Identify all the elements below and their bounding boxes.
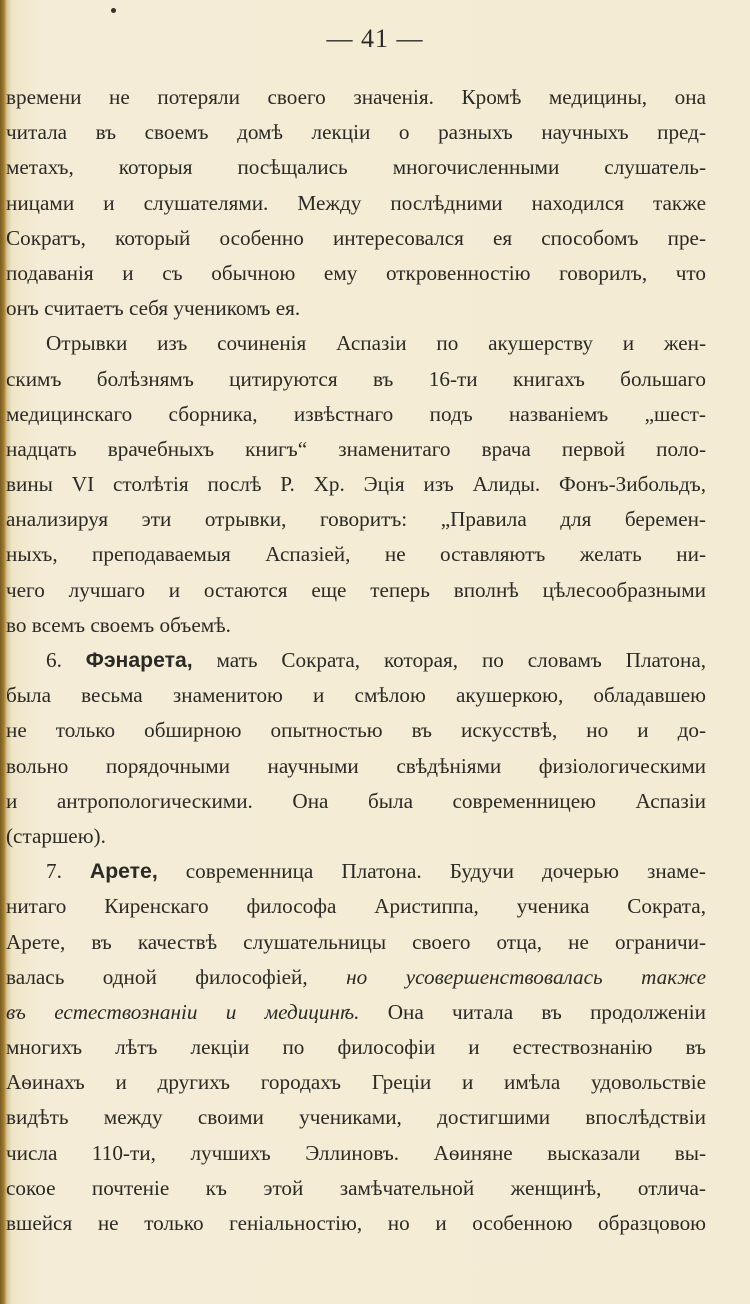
text-line: Отрывки изъ сочиненія Аспазіи по акушерству и жен-	[46, 331, 706, 356]
text-line: нитаго Киренскаго философа Аристиппа, ученика Сократа,	[6, 894, 706, 919]
page-number: — 41 —	[326, 24, 424, 53]
text-line: видѣть между своими учениками, достигшими впослѣдствіи	[6, 1105, 706, 1130]
entry-name: Арете,	[89, 860, 158, 884]
text-line: онъ считаетъ себя ученикомъ ея.	[6, 296, 301, 321]
text-line: надцать врачебныхъ книгъ“ знаменитаго врача первой поло-	[6, 436, 706, 461]
text-line: вольно порядочными научными свѣдѣніями физіологическими	[6, 753, 706, 778]
text-line: вины VI столѣтія послѣ Р. Хр. Эція изъ Алиды. Фонъ-Зибольдъ,	[6, 472, 706, 497]
text-line: вшейся не только геніальностію, но и особенною образцовою	[6, 1211, 706, 1235]
entry-number: 6.	[46, 648, 62, 672]
text-line: во всемъ своемъ объемѣ.	[6, 612, 231, 637]
text-line: сокое почтеніе къ этой замѣчательной женщинѣ, отлича-	[6, 1175, 706, 1200]
text-line: времени не потеряли своего значенія. Кромѣ медицины, она	[6, 85, 706, 109]
text-line: медицинскаго сборника, извѣстнаго подъ названіемъ „шест-	[6, 401, 706, 426]
text-line: была весьма знаменитою и смѣлою акушеркою, обладавшею	[6, 683, 706, 708]
ink-dot	[111, 8, 116, 13]
plain-text: валась одной философіей,	[6, 964, 308, 989]
text-line: читала въ своемъ домѣ лекціи о разныхъ научныхъ пред-	[6, 120, 706, 145]
text-line: (старшею).	[6, 823, 106, 848]
paragraph-2	[6, 326, 706, 643]
page-text	[6, 80, 706, 1241]
italic-text: въ естествознаніи и медицинѣ.	[6, 999, 360, 1024]
text-line: числа 110-ти, лучшихъ Эллиновъ. Аѳиняне высказали вы-	[6, 1140, 706, 1165]
text-line: скимъ болѣзнямъ цитируются въ 16-ти книгахъ большаго	[6, 366, 706, 391]
text-line: подаванія и съ обычною ему откровенностію говорилъ, что	[6, 260, 706, 285]
text-line: и антропологическими. Она была современницею Аспазіи	[6, 788, 706, 813]
text-line: Сократъ, который особенно интересовался ея способомъ пре-	[6, 225, 706, 250]
entry-text: современница Платона. Будучи дочерью знаме-	[185, 859, 706, 884]
text-line	[6, 854, 706, 889]
text-line	[6, 960, 706, 995]
text-line	[6, 995, 706, 1030]
text-line	[6, 643, 706, 678]
paragraph-3	[6, 643, 706, 854]
entry-text: мать Сократа, которая, по словамъ Платона,	[216, 648, 706, 672]
text-line: Аѳинахъ и другихъ городахъ Греціи и имѣла удовольствіе	[6, 1070, 706, 1095]
text-line: многихъ лѣтъ лекціи по философіи и естествознанію въ	[6, 1035, 706, 1060]
text-line: ницами и слушателями. Между послѣдними находился также	[6, 190, 706, 215]
text-line: анализируя эти отрывки, говоритъ: „Правила для беремен-	[6, 507, 706, 532]
entry-name: Фэнарета,	[85, 649, 193, 672]
text-line: метахъ, которыя посѣщались многочисленными слушатель-	[6, 155, 706, 180]
italic-text: но усовершенствовалась также	[346, 964, 706, 989]
plain-text: Она читала въ продолженіи	[387, 999, 706, 1024]
text-line: Арете, въ качествѣ слушательницы своего отца, не ограничи-	[6, 929, 706, 954]
text-line: ныхъ, преподаваемыя Аспазіей, не оставляютъ желать ни-	[6, 542, 706, 567]
paragraph-4	[6, 854, 706, 1241]
entry-number: 7.	[46, 859, 62, 884]
text-line: не только обширною опытностью въ искусствѣ, но и до-	[6, 718, 706, 743]
text-line: чего лучшаго и остаются еще теперь вполнѣ цѣлесообразными	[6, 577, 706, 602]
paragraph-1	[6, 80, 706, 326]
